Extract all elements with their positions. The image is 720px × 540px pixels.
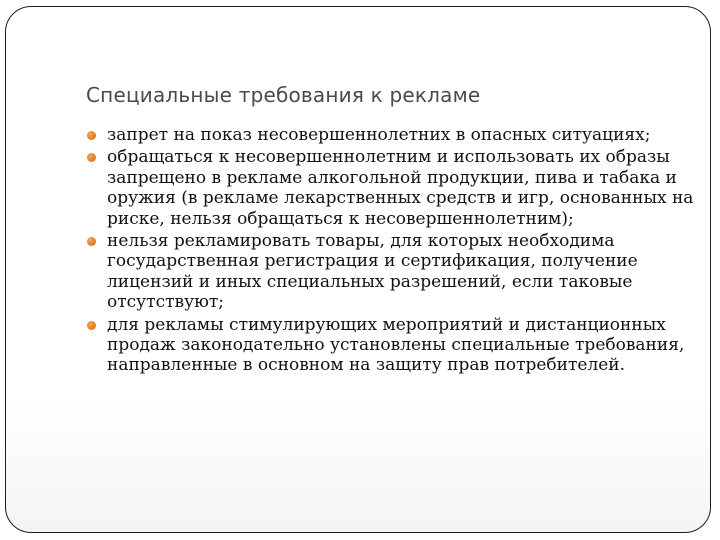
- list-item: [86, 125, 696, 145]
- slide-frame: [5, 6, 711, 533]
- bullet-list: [86, 125, 696, 378]
- bullet-dot-icon: [87, 321, 96, 330]
- list-item: [86, 315, 696, 376]
- bullet-text: запрет на показ несовершеннолетних в опасных ситуациях;: [107, 125, 651, 145]
- bullet-dot-icon: [87, 131, 96, 140]
- bullet-text: обращаться к несовершеннолетним и использовать их образы запрещено в рекламе алкогольной продукции, пива и табака и оружия (в рекламе лекарственных средств и игр, основанных на риске, нельзя обращаться к несовершеннолетним);: [107, 147, 694, 229]
- list-item: [86, 231, 696, 313]
- slide-title: Специальные требования к рекламе: [86, 83, 481, 107]
- bullet-text: для рекламы стимулирующих мероприятий и дистанционных продаж законодательно установлены специальные требования, направленные в основном на защиту прав потребителей.: [107, 314, 685, 376]
- list-item: [86, 147, 696, 229]
- bullet-dot-icon: [87, 237, 96, 246]
- bullet-dot-icon: [87, 153, 96, 162]
- bullet-text: нельзя рекламировать товары, для которых необходима государственная регистрация и сертификация, получение лицензий и иных специальных разрешений, если таковые отсутствуют;: [107, 231, 638, 313]
